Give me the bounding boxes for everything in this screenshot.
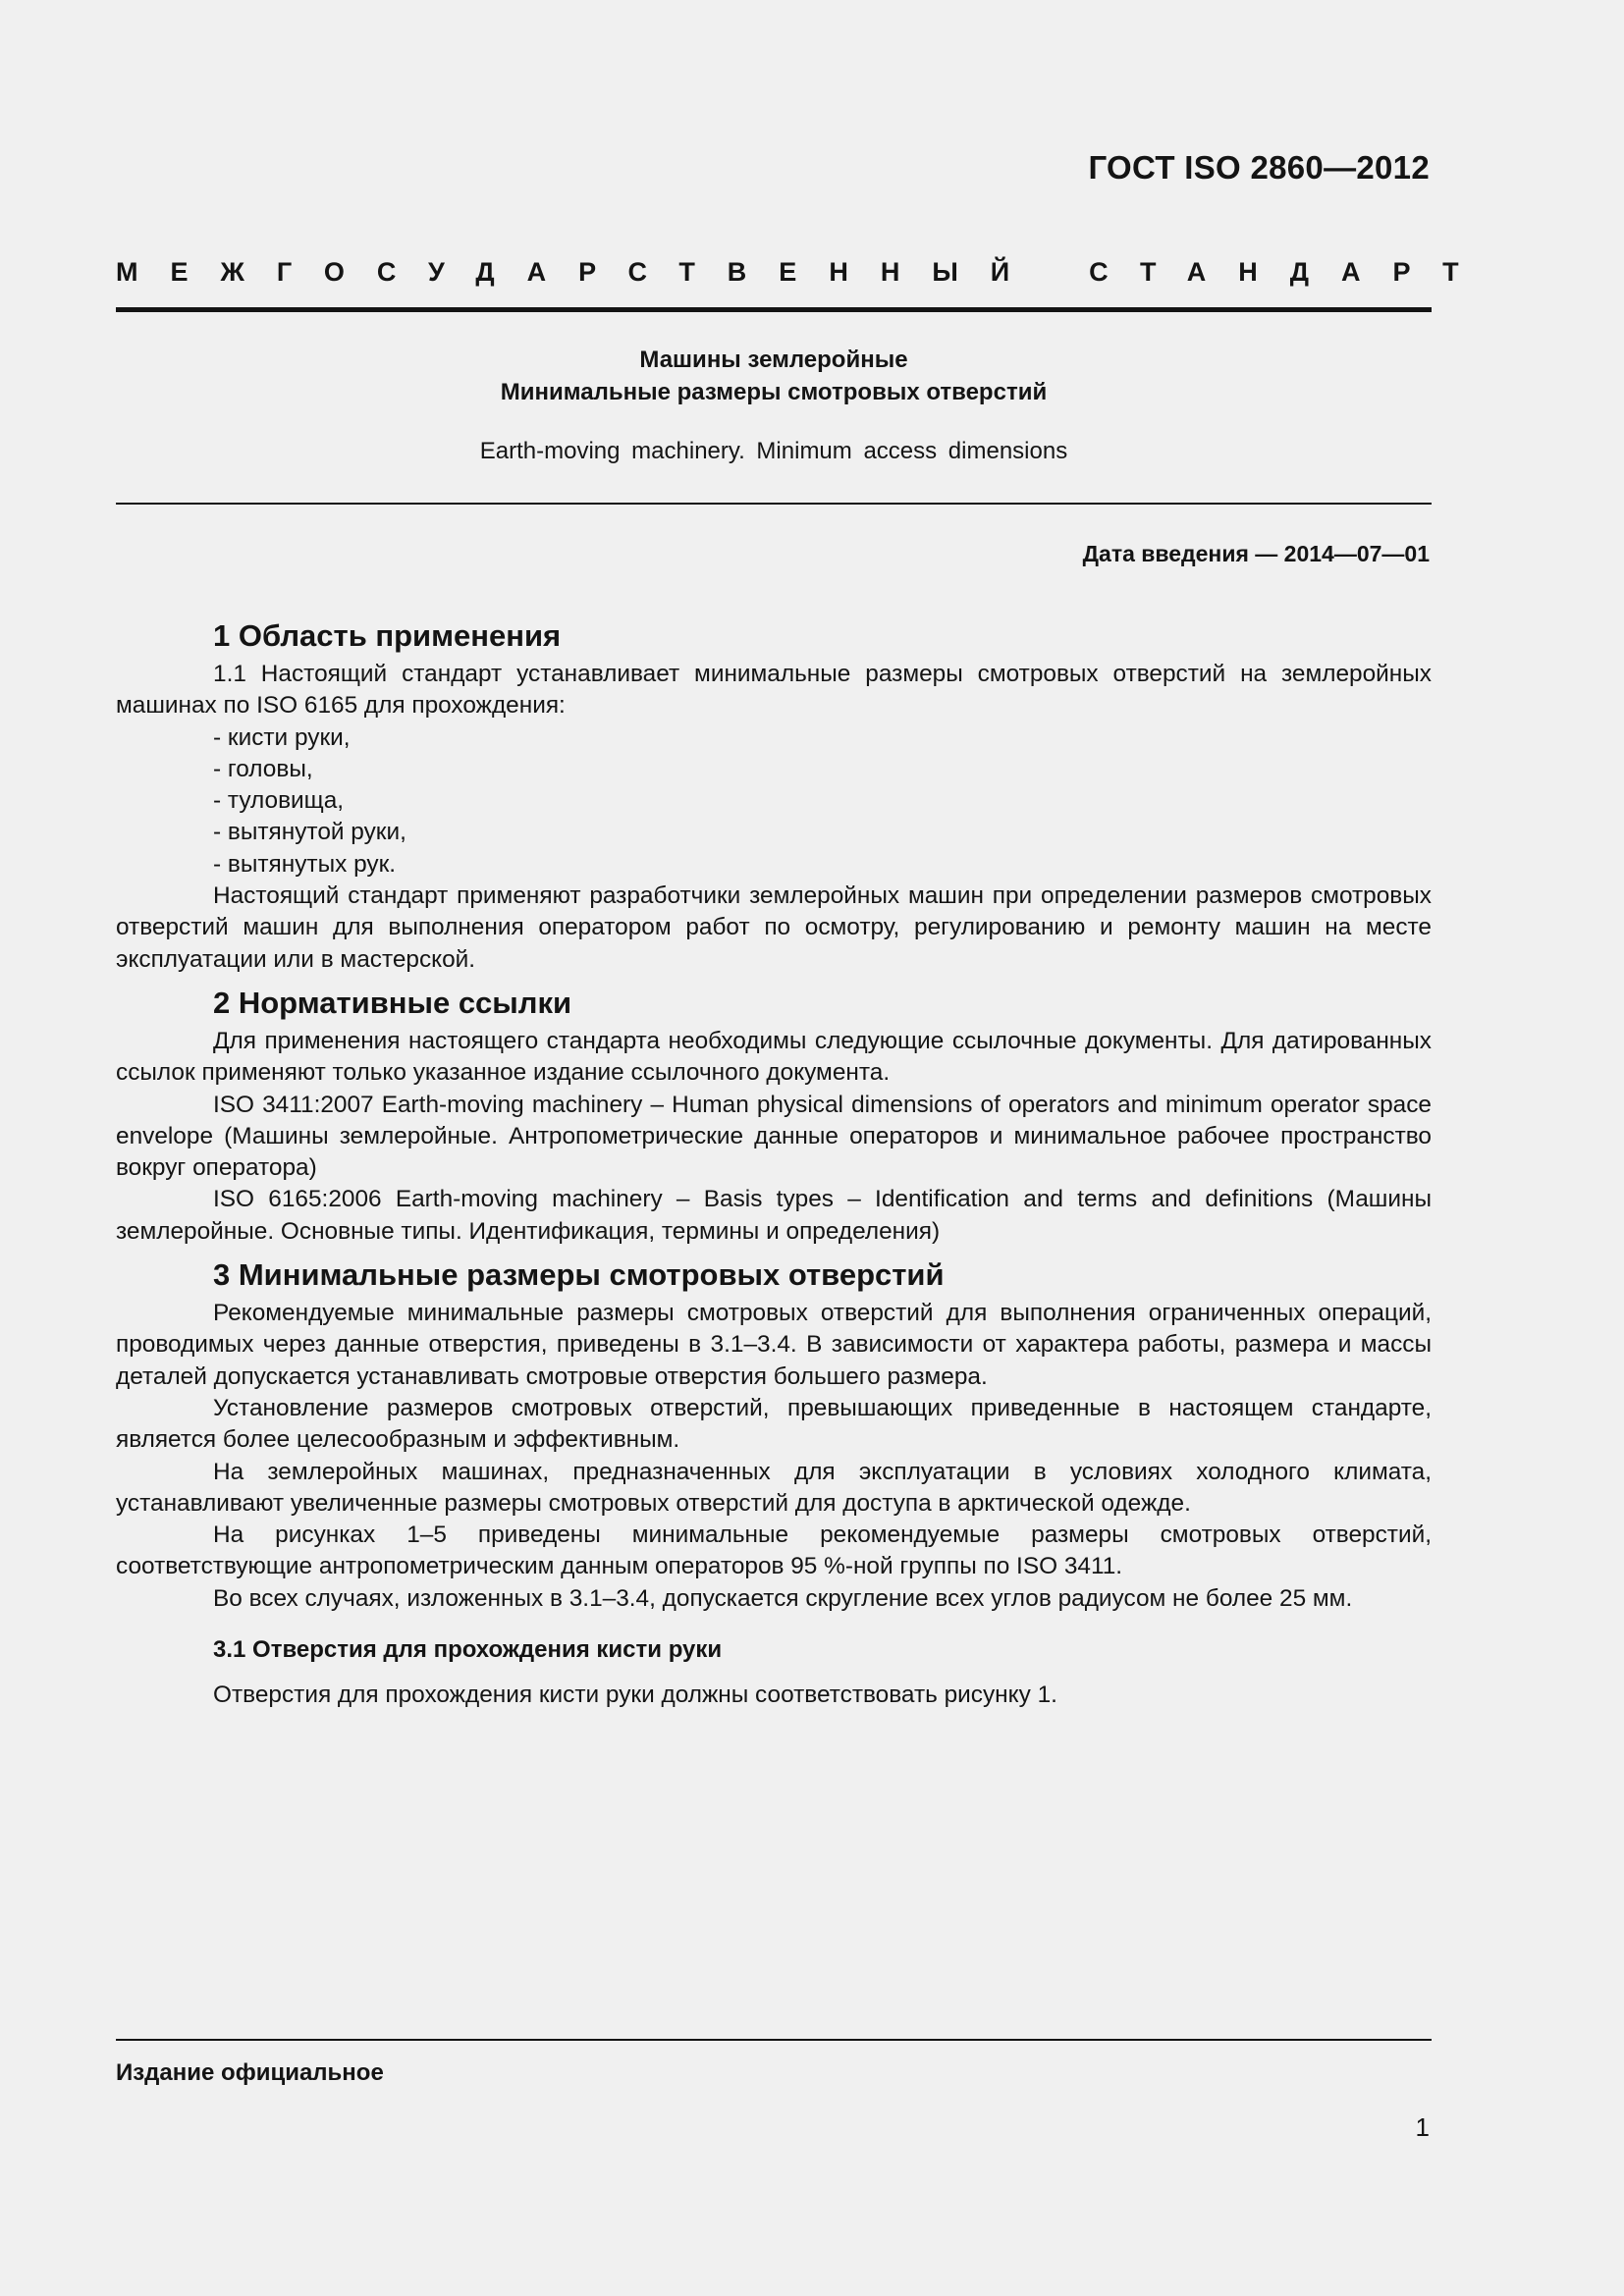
document-code: ГОСТ ISO 2860—2012	[1088, 149, 1430, 186]
section-2-reference-1: ISO 3411:2007 Earth-moving machinery – Human physical dimensions of operators and minimum operator space envelope (Машины землеройные. Антропометрические данные операторов и минимальное рабочее пространство вокруг оператора)	[116, 1091, 1432, 1182]
subsection-3-1-heading: 3.1 Отверстия для прохождения кисти руки	[213, 1636, 723, 1664]
edition-label: Издание официальное	[116, 2059, 384, 2086]
introduction-date: Дата введения — 2014—07—01	[1082, 541, 1430, 566]
section-1-paragraph-1: 1.1 Настоящий стандарт устанавливает минимальные размеры смотровых отверстий на землеройных машинах по ISO 6165 для прохождения:	[116, 661, 1432, 720]
standard-type-word-1: МЕЖГОСУДАРСТВЕННЫЙ	[116, 257, 1043, 287]
section-2-reference-2: ISO 6165:2006 Earth-moving machinery – Basis types – Identification and terms and definitions (Машины землеройные. Основные типы. Идентификация, термины и определения)	[116, 1186, 1432, 1245]
section-2-heading: 2 Нормативные ссылки	[213, 985, 572, 1020]
header-rule	[116, 307, 1432, 312]
section-3-paragraph-4: На рисунках 1–5 приведены минимальные рекомендуемые размеры смотровых отверстий, соответствующие антропометрическим данным операторов 95 %-ной группы по ISO 3411.	[116, 1522, 1432, 1580]
section-3-paragraph-1: Рекомендуемые минимальные размеры смотровых отверстий для выполнения ограниченных операций, проводимых через данные отверстия, приведены в 3.1–3.4. В зависимости от характера работы, размера и массы деталей допускается устанавливать смотровые отверстия большего размера.	[116, 1300, 1432, 1390]
title-line-2: Минимальные размеры смотровых отверстий	[500, 379, 1048, 405]
list-item: - туловища,	[213, 787, 345, 815]
list-item: - вытянутых рук.	[213, 850, 397, 878]
list-item: - вытянутой руки,	[213, 819, 406, 846]
section-3-paragraph-2: Установление размеров смотровых отверстий, превышающих приведенные в настоящем стандарте, является более целесообразным и эффективным.	[116, 1394, 1432, 1454]
section-2-paragraph-1: Для применения настоящего стандарта необходимы следующие ссылочные документы. Для датированных ссылок применяют только указанное издание ссылочного документа.	[116, 1027, 1432, 1087]
page-number: 1	[1415, 2112, 1430, 2142]
title-russian	[116, 344, 1432, 408]
subsection-3-1-paragraph: Отверстия для прохождения кисти руки должны соответствовать рисунку 1.	[213, 1682, 1057, 1709]
section-3-paragraph-3: На землеройных машинах, предназначенных для эксплуатации в условиях холодного климата, устанавливают увеличенные размеры смотровых отверстий для доступа в арктической одежде.	[116, 1458, 1432, 1517]
section-3-heading: 3 Минимальные размеры смотровых отверстий	[213, 1257, 945, 1293]
footer-rule	[116, 2039, 1432, 2041]
standard-type-label	[116, 257, 1491, 288]
section-1-paragraph-2: Настоящий стандарт применяют разработчики землеройных машин при определении размеров смотровых отверстий машин для выполнения оператором работ по осмотру, регулированию и ремонту машин на месте эксплуатации или в мастерской.	[116, 882, 1432, 973]
title-line-1: Машины землеройные	[639, 347, 908, 373]
section-3-paragraph-5: Во всех случаях, изложенных в 3.1–3.4, допускается скругление всех углов радиусом не более 25 мм.	[213, 1584, 1353, 1612]
list-item: - головы,	[213, 755, 313, 782]
list-item: - кисти руки,	[213, 723, 351, 751]
section-1-heading: 1 Область применения	[213, 618, 562, 653]
title-english: Earth-moving machinery. Minimum access dimensions	[479, 438, 1068, 464]
standard-type-word-2: СТАНДАРТ	[1089, 257, 1491, 287]
document-body	[116, 616, 1432, 1711]
title-rule	[116, 503, 1432, 505]
